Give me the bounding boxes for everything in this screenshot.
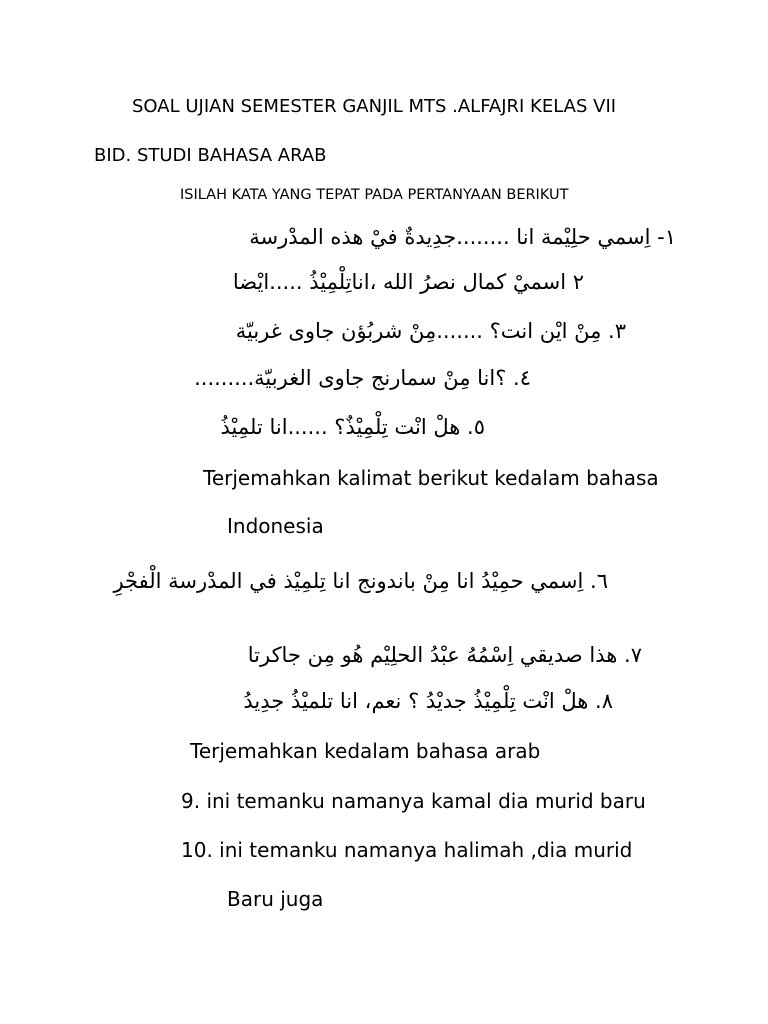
question-7: ٧. هذا صديقي اِسْمُهُ عبْدُ الحلِيْم هُو مِن جاكرتا <box>247 643 642 667</box>
exam-title: SOAL UJIAN SEMESTER GANJIL MTS .ALFAJRI KELAS VII <box>132 96 617 117</box>
question-1: ١- اِسمي حلِيْمة انا ........جدِيدةٌ فيْ هذه المدْرسة <box>249 225 676 249</box>
section3-instruction: Terjemahkan kedalam bahasa arab <box>190 739 541 763</box>
question-4: ٤. ؟انا مِنْ سمارنج جاوى الغربيّة......... <box>194 366 531 390</box>
question-5: ٥. هلْ انْت تِلْمِيْذٌ؟ ......انا تلمِيْذُ <box>220 415 485 439</box>
question-6: ٦. اِسمي حمِيْدُ انا مِنْ باندونج انا تِلمِيْذ في المدْرسة الْفجْرِ <box>113 569 608 593</box>
question-10-line1: 10. ini temanku namanya halimah ,dia murid <box>181 838 633 862</box>
subject-line: BID. STUDI BAHASA ARAB <box>94 145 327 166</box>
section2-instruction-line1: Terjemahkan kalimat berikut kedalam bahasa <box>203 466 659 490</box>
question-9: 9. ini temanku namanya kamal dia murid baru <box>181 789 646 813</box>
question-2: ٢ اسميْ كمال نصرُ الله ،اناتِلْمِيْذُ .....ايْضا <box>232 270 584 294</box>
section2-instruction-line2: Indonesia <box>227 514 324 538</box>
question-3: ٣. مِنْ ايْن انت؟ .......مِنْ شربُؤن جاوى غربيّة <box>235 319 626 343</box>
question-8: ٨. هلْ انْت تِلْمِيْذُ جديْدُ ؟ نعم، انا تلميْذُ جدِيدُ <box>243 689 613 713</box>
section1-instruction: ISILAH KATA YANG TEPAT PADA PERTANYAAN BERIKUT <box>180 187 569 203</box>
question-10-line2: Baru juga <box>227 887 324 911</box>
